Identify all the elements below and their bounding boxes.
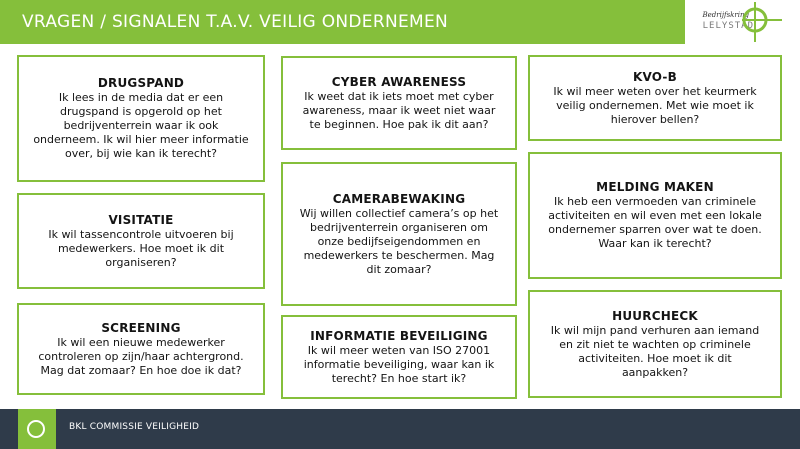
card-huurcheck (528, 290, 782, 398)
card-line: Ik wil meer weten van ISO 27001 (307, 343, 491, 357)
card-text (303, 90, 496, 132)
card-line: Ik wil mijn pand verhuren aan iemand (550, 323, 760, 337)
logo (685, 0, 800, 44)
card-line: onderneem. Ik wil hier meer informatie (33, 133, 249, 146)
card-title: CYBER AWARENESS (331, 74, 467, 89)
card-line: informatie beveiliging, waar kan ik (303, 357, 495, 371)
card-title: KVO-B (633, 69, 677, 84)
card-camerabewaking (281, 162, 517, 306)
card-line: hierover bellen? (610, 112, 700, 126)
card-text (548, 195, 762, 251)
card-line: Ik wil meer weten over het keurmerk (553, 84, 757, 98)
card-drugspand (17, 55, 265, 182)
card-text (33, 91, 248, 161)
card-title: CAMERABEWAKING (332, 191, 466, 206)
card-line: veilig ondernemen. Met wie moet ik (556, 98, 754, 112)
card-line: Waar kan ik terecht? (598, 237, 712, 250)
page-title: VRAGEN / SIGNALEN T.A.V. VEILIG ONDERNEMEN (22, 12, 449, 32)
card-title: MELDING MAKEN (596, 180, 714, 194)
card-line: Ik heb een vermoeden van criminele (553, 195, 757, 208)
card-line: medewerkers. Hoe moet ik dit (57, 241, 225, 255)
header-bar (0, 0, 800, 44)
card-text (551, 324, 759, 380)
card-cyber-awareness (281, 56, 517, 150)
card-text (48, 228, 233, 270)
card-line: Ik wil een nieuwe medewerker (57, 335, 225, 349)
card-line: over, bij wie kan ik terecht? (64, 147, 218, 160)
card-kvo-b (528, 55, 782, 141)
card-line: medewerkers te beschermen. Mag (303, 248, 495, 262)
card-line: aanpakken? (621, 365, 689, 379)
footer-accent (18, 409, 56, 449)
circle-cross-logo-icon (742, 0, 786, 44)
card-line: bedrijventerrein waar ik ook (63, 119, 219, 132)
card-title: DRUGSPAND (97, 76, 185, 90)
card-line: en zit niet te wachten op criminele (559, 337, 751, 351)
card-line: bedrijventerrein organiseren om (310, 220, 488, 234)
card-text (300, 207, 498, 277)
card-line: Wij willen collectief camera’s op het (299, 206, 499, 220)
card-title: VISITATIE (108, 212, 174, 227)
card-melding-maken (528, 152, 782, 279)
card-line: controleren op zijn/haar achtergrond. (38, 349, 244, 363)
logo-line2: LELYSTAD (702, 21, 754, 31)
card-line: Ik lees in de media dat er een (58, 91, 224, 104)
card-line: Ik weet dat ik iets moet met cyber (304, 89, 494, 103)
card-text (304, 344, 495, 386)
card-line: Ik wil tassencontrole uitvoeren bij (48, 227, 234, 241)
card-line: Mag dat zomaar? En hoe doe ik dat? (40, 363, 242, 377)
card-title: INFORMATIE BEVEILIGING (310, 328, 488, 343)
footer-text: BKL COMMISSIE VEILIGHEID (69, 422, 200, 432)
card-line: terecht? En hoe start ik? (331, 371, 467, 385)
card-text (38, 336, 243, 378)
card-screening (17, 303, 265, 395)
footer-bar (0, 409, 800, 449)
card-line: dit zomaar? (366, 262, 432, 276)
card-line: drugspand is opgerold op het (60, 105, 222, 118)
card-line: activiteiten. Hoe moet ik dit (578, 351, 732, 365)
card-title: SCREENING (101, 320, 181, 335)
card-line: awareness, maar ik weet niet waar (302, 103, 496, 117)
card-line: onze bedijfseigendommen en (317, 234, 481, 248)
card-line: ondernemer sparren over wat te doen. (548, 223, 762, 236)
card-line: te beginnen. Hoe pak ik dit aan? (309, 117, 489, 131)
card-line: activiteiten en wil even met een lokale (548, 209, 762, 222)
card-informatie-beveiliging (281, 315, 517, 399)
logo-line1: Bedrijfskring (702, 11, 749, 19)
ring-icon (27, 420, 45, 438)
card-title: HUURCHECK (612, 308, 698, 323)
card-line: organiseren? (105, 255, 177, 269)
card-text (553, 85, 756, 127)
card-visitatie (17, 193, 265, 289)
